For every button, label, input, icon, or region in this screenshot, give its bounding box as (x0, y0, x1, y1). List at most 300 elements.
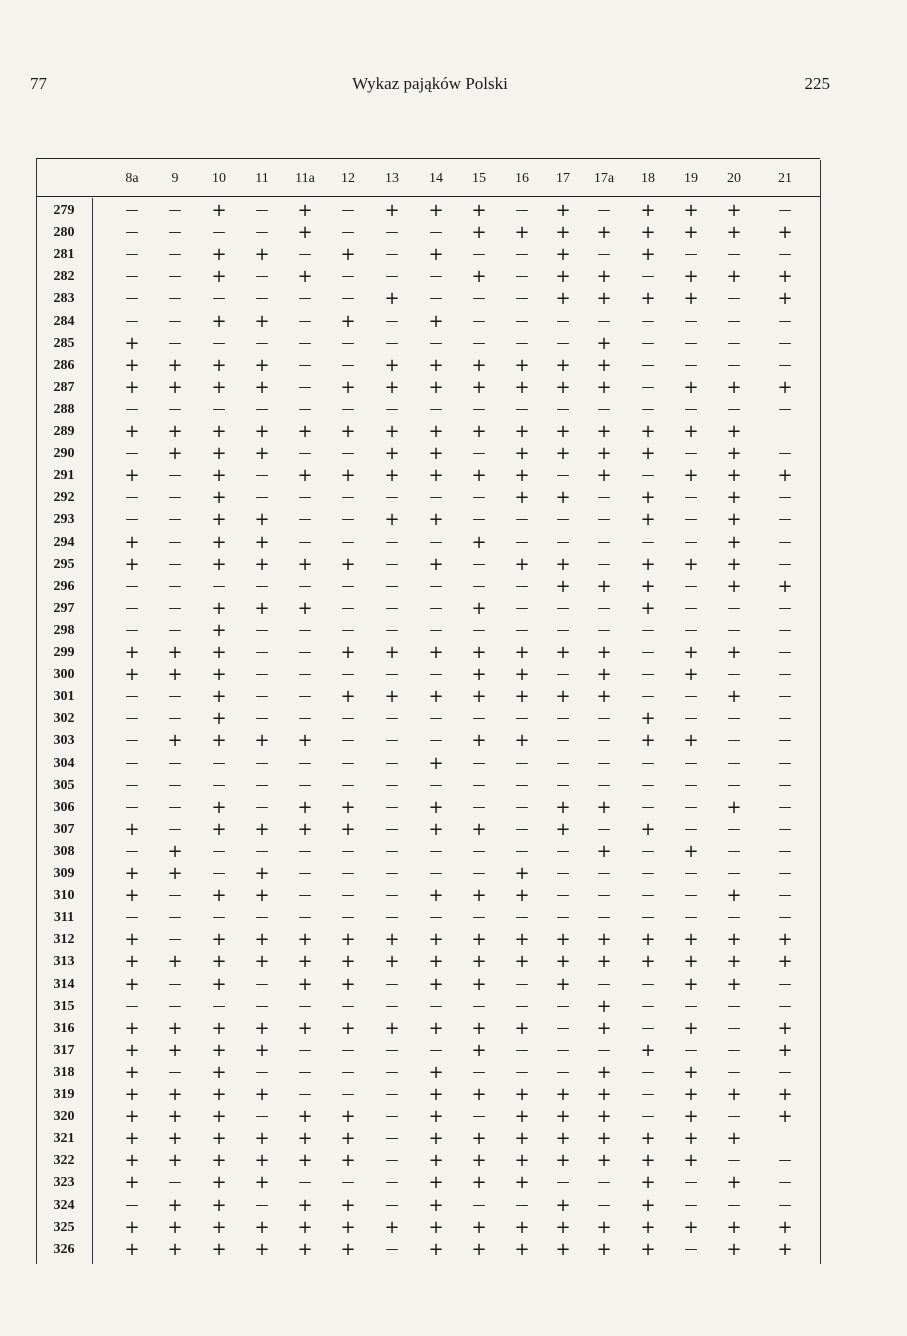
minus-mark: — (385, 335, 399, 351)
plus-mark: + (167, 664, 183, 686)
plus-mark: + (340, 686, 356, 708)
plus-mark: + (555, 686, 571, 708)
minus-mark: — (472, 335, 486, 351)
plus-mark: + (640, 288, 656, 310)
minus-mark: — (778, 733, 792, 749)
minus-mark: — (515, 755, 529, 771)
plus-mark: + (596, 1084, 612, 1105)
minus-mark: — (341, 1042, 355, 1058)
plus-mark: + (254, 531, 270, 553)
minus-mark: — (515, 203, 529, 218)
minus-mark: — (212, 335, 226, 351)
minus-mark: — (168, 1064, 182, 1080)
plus-mark: + (297, 222, 313, 244)
plus-mark: + (514, 354, 530, 376)
plus-mark: + (124, 465, 140, 487)
minus-mark: — (298, 379, 312, 395)
plus-mark: + (124, 973, 140, 995)
minus-mark: — (556, 866, 570, 881)
plus-mark: + (428, 973, 444, 995)
plus-mark: + (124, 1084, 140, 1105)
minus-mark: — (255, 1064, 269, 1080)
minus-mark: — (385, 1131, 399, 1147)
minus-mark: — (429, 291, 443, 307)
minus-mark: — (298, 446, 312, 462)
plus-mark: + (124, 929, 140, 951)
minus-mark: — (556, 600, 570, 616)
minus-mark: — (727, 357, 741, 373)
minus-mark: — (778, 777, 792, 793)
plus-mark: + (428, 1150, 444, 1172)
column-header: 11 (255, 171, 269, 186)
plus-mark: + (683, 222, 699, 244)
minus-mark: — (168, 247, 182, 263)
plus-mark: + (683, 1017, 699, 1039)
minus-mark: — (727, 1197, 741, 1213)
plus-mark: + (124, 863, 140, 884)
plus-mark: + (340, 1106, 356, 1128)
minus-mark: — (168, 755, 182, 771)
row-number: 318 (53, 1064, 75, 1080)
minus-mark: — (727, 401, 741, 417)
plus-mark: + (514, 222, 530, 244)
plus-mark: + (297, 1128, 313, 1150)
plus-mark: + (726, 1128, 742, 1150)
minus-mark: — (515, 998, 529, 1014)
minus-mark: — (472, 910, 486, 926)
minus-mark: — (125, 247, 139, 263)
minus-mark: — (298, 578, 312, 594)
plus-mark: + (254, 885, 270, 907)
plus-mark: + (428, 1128, 444, 1150)
plus-mark: + (211, 1150, 227, 1172)
minus-mark: — (255, 799, 269, 815)
plus-mark: + (726, 951, 742, 973)
plus-mark: + (124, 885, 140, 907)
minus-mark: — (341, 203, 355, 218)
minus-mark: — (298, 1064, 312, 1080)
plus-mark: + (596, 1106, 612, 1128)
plus-mark: + (726, 1216, 742, 1238)
plus-mark: + (124, 376, 140, 398)
minus-mark: — (597, 866, 611, 881)
minus-mark: — (778, 689, 792, 705)
minus-mark: — (125, 622, 139, 638)
plus-mark: + (211, 885, 227, 907)
plus-mark: + (211, 421, 227, 442)
minus-mark: — (778, 843, 792, 859)
plus-mark: + (514, 686, 530, 708)
minus-mark: — (125, 225, 139, 241)
minus-mark: — (298, 357, 312, 373)
row-number: 305 (53, 777, 75, 793)
plus-mark: + (471, 951, 487, 973)
minus-mark: — (515, 401, 529, 417)
minus-mark: — (684, 357, 698, 373)
minus-mark: — (727, 1020, 741, 1036)
plus-mark: + (726, 1238, 742, 1260)
plus-mark: + (777, 465, 793, 487)
plus-mark: + (471, 222, 487, 244)
plus-mark: + (340, 1150, 356, 1172)
row-number: 297 (53, 600, 75, 616)
plus-mark: + (254, 509, 270, 531)
plus-mark: + (683, 1084, 699, 1105)
minus-mark: — (641, 777, 655, 793)
minus-mark: — (727, 755, 741, 771)
minus-mark: — (472, 711, 486, 727)
minus-mark: — (341, 1064, 355, 1080)
plus-mark: + (555, 1194, 571, 1216)
minus-mark: — (778, 622, 792, 638)
minus-mark: — (212, 998, 226, 1014)
plus-mark: + (428, 951, 444, 973)
plus-mark: + (211, 796, 227, 818)
minus-mark: — (385, 1064, 399, 1080)
plus-mark: + (777, 266, 793, 288)
minus-mark: — (125, 689, 139, 705)
minus-mark: — (168, 998, 182, 1014)
minus-mark: — (385, 976, 399, 992)
minus-mark: — (778, 645, 792, 660)
plus-mark: + (596, 1216, 612, 1238)
minus-mark: — (556, 512, 570, 528)
minus-mark: — (125, 490, 139, 506)
minus-mark: — (641, 866, 655, 881)
plus-mark: + (640, 730, 656, 752)
minus-mark: — (556, 1042, 570, 1058)
minus-mark: — (125, 777, 139, 793)
minus-mark: — (515, 578, 529, 594)
minus-mark: — (298, 998, 312, 1014)
minus-mark: — (727, 777, 741, 793)
minus-mark: — (429, 578, 443, 594)
plus-mark: + (640, 597, 656, 619)
plus-mark: + (777, 929, 793, 951)
minus-mark: — (125, 269, 139, 285)
minus-mark: — (515, 313, 529, 329)
minus-mark: — (778, 755, 792, 771)
row-number: 315 (53, 998, 75, 1014)
minus-mark: — (597, 401, 611, 417)
row-number: 291 (53, 468, 75, 484)
plus-mark: + (777, 951, 793, 973)
minus-mark: — (556, 998, 570, 1014)
minus-mark: — (212, 578, 226, 594)
plus-mark: + (683, 200, 699, 221)
plus-mark: + (340, 421, 356, 442)
minus-mark: — (684, 600, 698, 616)
minus-mark: — (597, 1197, 611, 1213)
minus-mark: — (168, 534, 182, 550)
minus-mark: — (255, 777, 269, 793)
minus-mark: — (429, 866, 443, 881)
plus-mark: + (640, 443, 656, 465)
minus-mark: — (684, 335, 698, 351)
minus-mark: — (727, 622, 741, 638)
row-number: 309 (53, 866, 75, 881)
minus-mark: — (778, 888, 792, 904)
plus-mark: + (297, 1106, 313, 1128)
plus-mark: + (340, 376, 356, 398)
plus-mark: + (640, 222, 656, 244)
minus-mark: — (298, 866, 312, 881)
plus-mark: + (726, 973, 742, 995)
minus-mark: — (515, 1042, 529, 1058)
column-header: 17a (593, 171, 615, 186)
minus-mark: — (298, 777, 312, 793)
minus-mark: — (515, 534, 529, 550)
row-number: 312 (53, 932, 75, 948)
plus-mark: + (167, 1106, 183, 1128)
minus-mark: — (727, 335, 741, 351)
minus-mark: — (472, 291, 486, 307)
plus-mark: + (297, 597, 313, 619)
minus-mark: — (515, 291, 529, 307)
plus-mark: + (124, 1172, 140, 1194)
minus-mark: — (429, 910, 443, 926)
minus-mark: — (341, 888, 355, 904)
minus-mark: — (125, 799, 139, 815)
column-header: 18 (641, 171, 655, 186)
plus-mark: + (211, 1172, 227, 1194)
minus-mark: — (684, 446, 698, 462)
plus-mark: + (124, 553, 140, 575)
plus-mark: + (555, 1238, 571, 1260)
minus-mark: — (597, 888, 611, 904)
plus-mark: + (471, 686, 487, 708)
species-table (30, 158, 820, 1268)
minus-mark: — (778, 910, 792, 926)
plus-mark: + (726, 796, 742, 818)
minus-mark: — (641, 1109, 655, 1125)
minus-mark: — (597, 755, 611, 771)
plus-mark: + (384, 376, 400, 398)
plus-mark: + (124, 1238, 140, 1260)
minus-mark: — (556, 755, 570, 771)
plus-mark: + (514, 951, 530, 973)
plus-mark: + (254, 1238, 270, 1260)
minus-mark: — (168, 291, 182, 307)
plus-mark: + (683, 642, 699, 663)
plus-mark: + (596, 421, 612, 442)
minus-mark: — (727, 600, 741, 616)
plus-mark: + (340, 1017, 356, 1039)
plus-mark: + (777, 376, 793, 398)
plus-mark: + (471, 1084, 487, 1105)
minus-mark: — (298, 401, 312, 417)
minus-mark: — (515, 1197, 529, 1213)
plus-mark: + (471, 376, 487, 398)
minus-mark: — (429, 733, 443, 749)
minus-mark: — (168, 225, 182, 241)
plus-mark: + (596, 376, 612, 398)
minus-mark: — (515, 799, 529, 815)
row-number: 326 (53, 1241, 75, 1257)
minus-mark: — (778, 711, 792, 727)
minus-mark: — (255, 755, 269, 771)
minus-mark: — (385, 225, 399, 241)
minus-mark: — (385, 799, 399, 815)
column-header: 13 (385, 171, 399, 186)
plus-mark: + (428, 1216, 444, 1238)
minus-mark: — (341, 335, 355, 351)
plus-mark: + (640, 1238, 656, 1260)
plus-mark: + (555, 266, 571, 288)
minus-mark: — (684, 998, 698, 1014)
minus-mark: — (778, 821, 792, 837)
minus-mark: — (597, 512, 611, 528)
minus-mark: — (298, 534, 312, 550)
minus-mark: — (255, 998, 269, 1014)
minus-mark: — (168, 556, 182, 572)
plus-mark: + (428, 1061, 444, 1083)
plus-mark: + (428, 509, 444, 531)
minus-mark: — (684, 1241, 698, 1257)
plus-mark: + (211, 244, 227, 266)
minus-mark: — (684, 534, 698, 550)
plus-mark: + (683, 1106, 699, 1128)
minus-mark: — (778, 401, 792, 417)
minus-mark: — (727, 1042, 741, 1058)
plus-mark: + (596, 354, 612, 376)
plus-mark: + (555, 1216, 571, 1238)
minus-mark: — (298, 313, 312, 329)
plus-mark: + (340, 796, 356, 818)
plus-mark: + (471, 1238, 487, 1260)
plus-mark: + (683, 929, 699, 951)
minus-mark: — (255, 843, 269, 859)
minus-mark: — (385, 313, 399, 329)
column-header: 12 (341, 171, 355, 186)
plus-mark: + (297, 200, 313, 221)
plus-mark: + (428, 642, 444, 663)
plus-mark: + (683, 288, 699, 310)
plus-mark: + (683, 973, 699, 995)
row-number: 303 (53, 733, 75, 749)
minus-mark: — (125, 711, 139, 727)
row-number: 293 (53, 512, 75, 528)
minus-mark: — (472, 998, 486, 1014)
minus-mark: — (341, 600, 355, 616)
plus-mark: + (726, 553, 742, 575)
table-top-rule (36, 158, 820, 159)
plus-mark: + (683, 553, 699, 575)
plus-mark: + (428, 1194, 444, 1216)
plus-mark: + (211, 929, 227, 951)
minus-mark: — (385, 1175, 399, 1191)
column-header: 14 (429, 171, 443, 186)
plus-mark: + (211, 597, 227, 619)
plus-mark: + (471, 465, 487, 487)
minus-mark: — (778, 976, 792, 992)
plus-mark: + (384, 951, 400, 973)
row-number: 302 (53, 711, 75, 727)
minus-mark: — (255, 203, 269, 218)
minus-mark: — (684, 1175, 698, 1191)
minus-mark: — (472, 313, 486, 329)
plus-mark: + (211, 509, 227, 531)
minus-mark: — (341, 512, 355, 528)
minus-mark: — (778, 1153, 792, 1169)
plus-mark: + (254, 730, 270, 752)
minus-mark: — (429, 1042, 443, 1058)
minus-mark: — (472, 1064, 486, 1080)
plus-mark: + (297, 796, 313, 818)
minus-mark: — (641, 1020, 655, 1036)
row-number: 281 (53, 247, 75, 263)
column-header: 19 (684, 171, 698, 186)
minus-mark: — (168, 799, 182, 815)
plus-mark: + (777, 1084, 793, 1105)
plus-mark: + (428, 244, 444, 266)
minus-mark: — (341, 910, 355, 926)
plus-mark: + (726, 642, 742, 663)
minus-mark: — (385, 733, 399, 749)
minus-mark: — (684, 622, 698, 638)
plus-mark: + (640, 244, 656, 266)
minus-mark: — (168, 777, 182, 793)
minus-mark: — (472, 1197, 486, 1213)
minus-mark: — (429, 490, 443, 506)
minus-mark: — (429, 998, 443, 1014)
plus-mark: + (555, 642, 571, 663)
minus-mark: — (168, 203, 182, 218)
plus-mark: + (683, 421, 699, 442)
plus-mark: + (428, 465, 444, 487)
plus-mark: + (124, 531, 140, 553)
minus-mark: — (684, 777, 698, 793)
row-number: 279 (53, 203, 75, 218)
minus-mark: — (298, 689, 312, 705)
minus-mark: — (125, 578, 139, 594)
minus-mark: — (385, 490, 399, 506)
row-number: 286 (53, 357, 75, 373)
plus-mark: + (211, 376, 227, 398)
minus-mark: — (556, 733, 570, 749)
minus-mark: — (727, 910, 741, 926)
plus-mark: + (471, 1128, 487, 1150)
plus-mark: + (211, 465, 227, 487)
plus-mark: + (428, 686, 444, 708)
minus-mark: — (597, 910, 611, 926)
plus-mark: + (471, 929, 487, 951)
minus-mark: — (385, 401, 399, 417)
minus-mark: — (168, 335, 182, 351)
minus-mark: — (385, 247, 399, 263)
plus-mark: + (297, 553, 313, 575)
plus-mark: + (726, 531, 742, 553)
minus-mark: — (641, 888, 655, 904)
minus-mark: — (385, 998, 399, 1014)
plus-mark: + (683, 465, 699, 487)
minus-mark: — (341, 534, 355, 550)
minus-mark: — (168, 512, 182, 528)
minus-mark: — (515, 512, 529, 528)
minus-mark: — (684, 888, 698, 904)
minus-mark: — (168, 578, 182, 594)
minus-mark: — (472, 446, 486, 462)
page-number-right: 225 (804, 74, 830, 93)
minus-mark: — (298, 843, 312, 859)
plus-mark: + (211, 818, 227, 840)
plus-mark: + (683, 1216, 699, 1238)
minus-mark: — (515, 976, 529, 992)
minus-mark: — (727, 313, 741, 329)
minus-mark: — (341, 755, 355, 771)
plus-mark: + (211, 1084, 227, 1105)
minus-mark: — (255, 1109, 269, 1125)
